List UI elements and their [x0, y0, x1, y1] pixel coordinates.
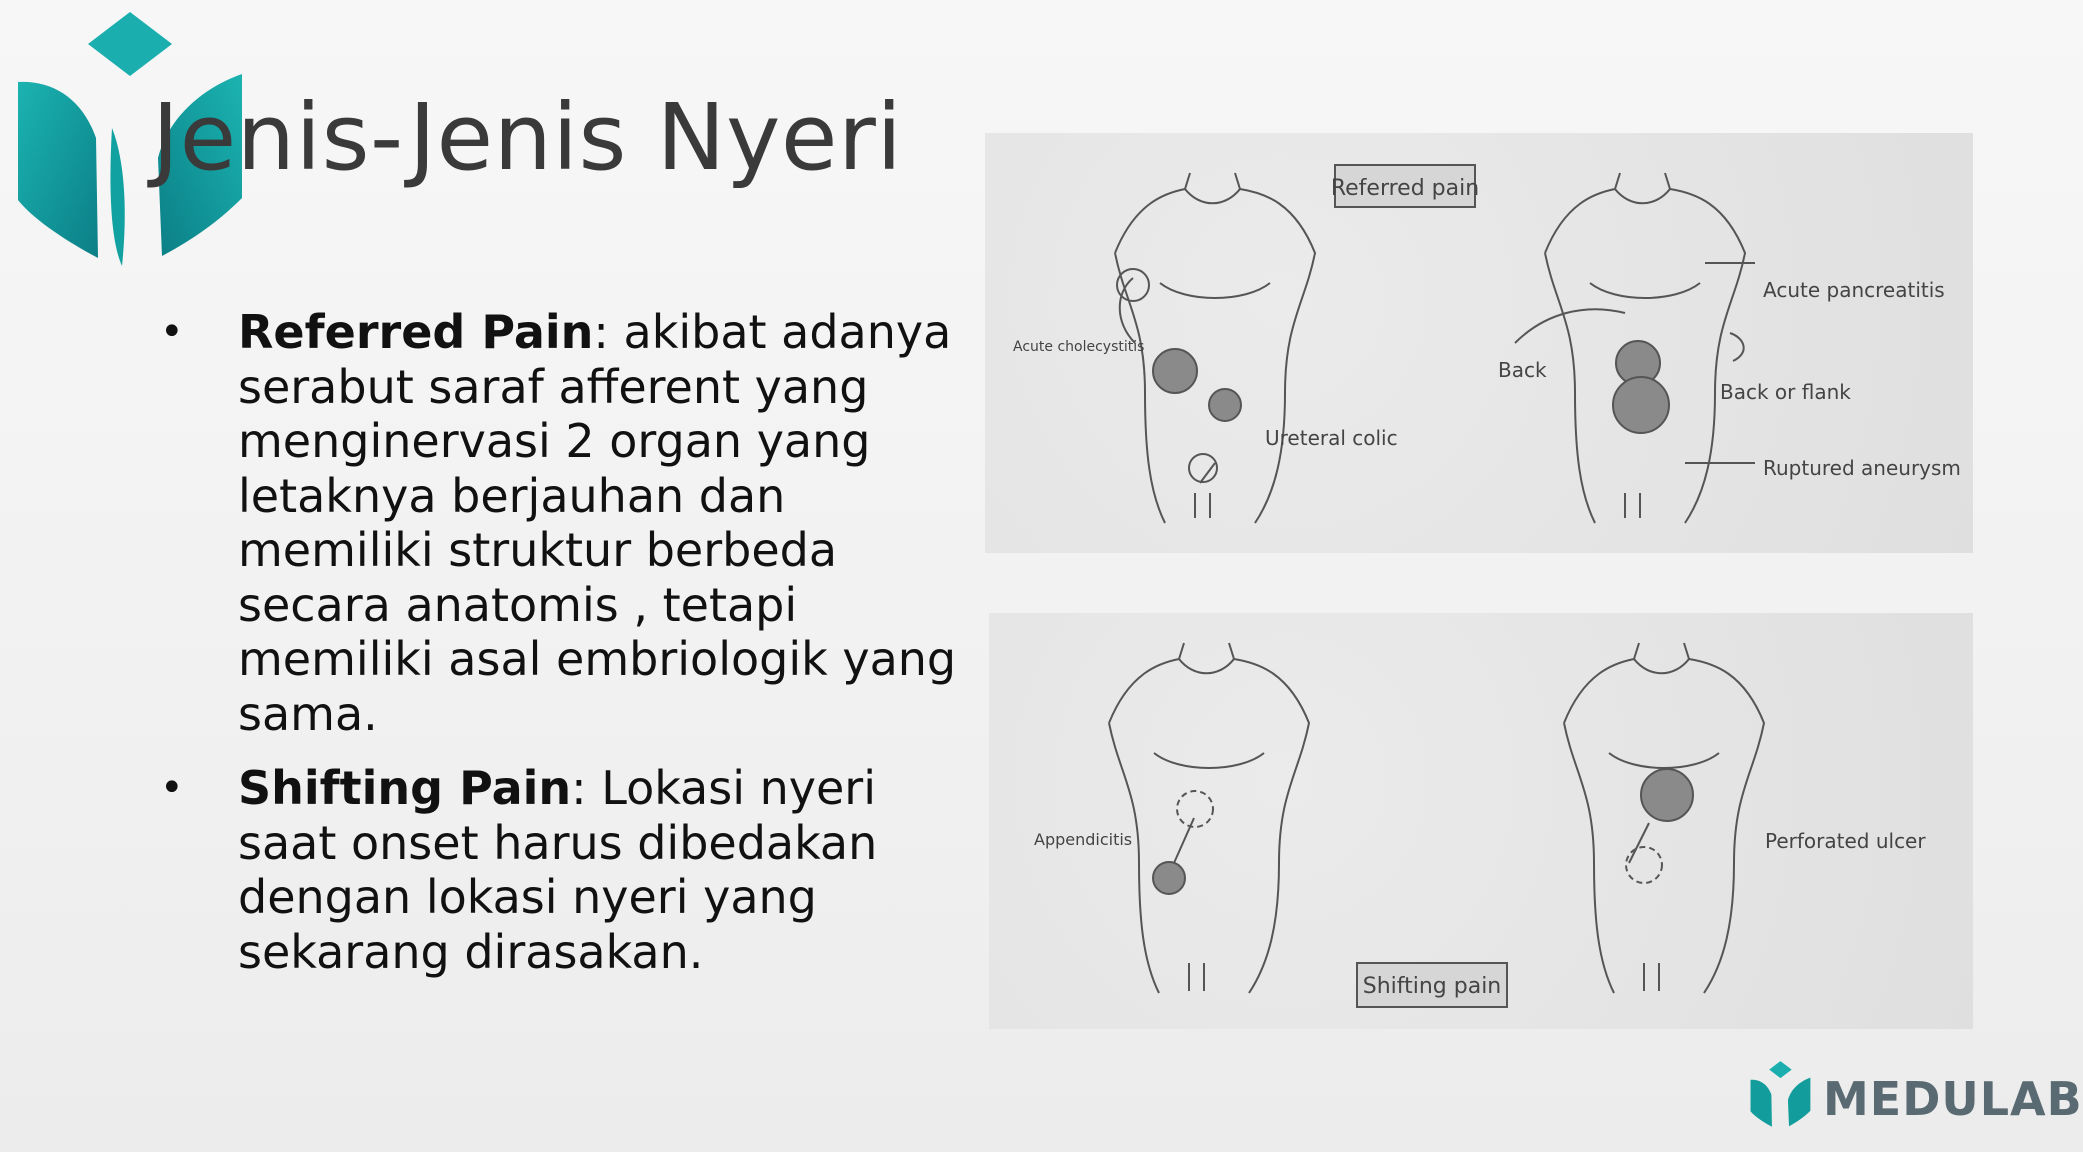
brand-footer — [1745, 1060, 2083, 1130]
bullet-term: Referred Pain — [238, 305, 594, 359]
bullet-referred-pain — [160, 305, 960, 741]
label-appendicitis: Appendicitis — [1034, 830, 1133, 849]
bullet-dot-icon: • — [160, 309, 184, 355]
label-acute-pancreatitis: Acute pancreatitis — [1763, 278, 1945, 302]
label-ruptured-aneurysm: Ruptured aneurysm — [1763, 456, 1961, 480]
medulab-small-logo-icon — [1745, 1060, 1817, 1130]
label-perforated-ulcer: Perforated ulcer — [1765, 829, 1926, 853]
shifting-pain-caption: Shifting pain — [1362, 974, 1502, 999]
label-back-or-flank: Back or flank — [1720, 380, 1851, 404]
referred-pain-caption: Referred pain — [1330, 176, 1480, 201]
bullet-term: Shifting Pain — [238, 761, 572, 815]
shifting-pain-illustration — [989, 613, 1973, 1029]
slide-title: Jenis-Jenis Nyeri — [152, 84, 903, 191]
bullet-text: : Lokasi nyeri saat onset harus dibedakan dengan lokasi nyeri yang sekarang dirasakan. — [238, 761, 878, 979]
shifting-pain-figure — [989, 613, 1973, 1029]
bullet-shifting-pain — [160, 761, 960, 979]
bullet-dot-icon: • — [160, 765, 184, 811]
label-ureteral-colic: Ureteral colic — [1265, 426, 1398, 450]
referred-pain-illustration — [985, 133, 1973, 553]
bullet-text: : akibat adanya serabut saraf afferent yang menginervasi 2 organ yang letaknya berjauhan dan memiliki struktur berbeda secara anatomis , tetapi memiliki asal embriologik yang sama. — [238, 305, 957, 741]
label-back: Back — [1498, 358, 1547, 382]
referred-pain-figure — [985, 133, 1973, 553]
brand-name: MEDULAB — [1823, 1072, 2083, 1126]
label-acute-cholecystitis: Acute cholecystitis — [1013, 339, 1145, 355]
bullet-list — [160, 305, 960, 999]
